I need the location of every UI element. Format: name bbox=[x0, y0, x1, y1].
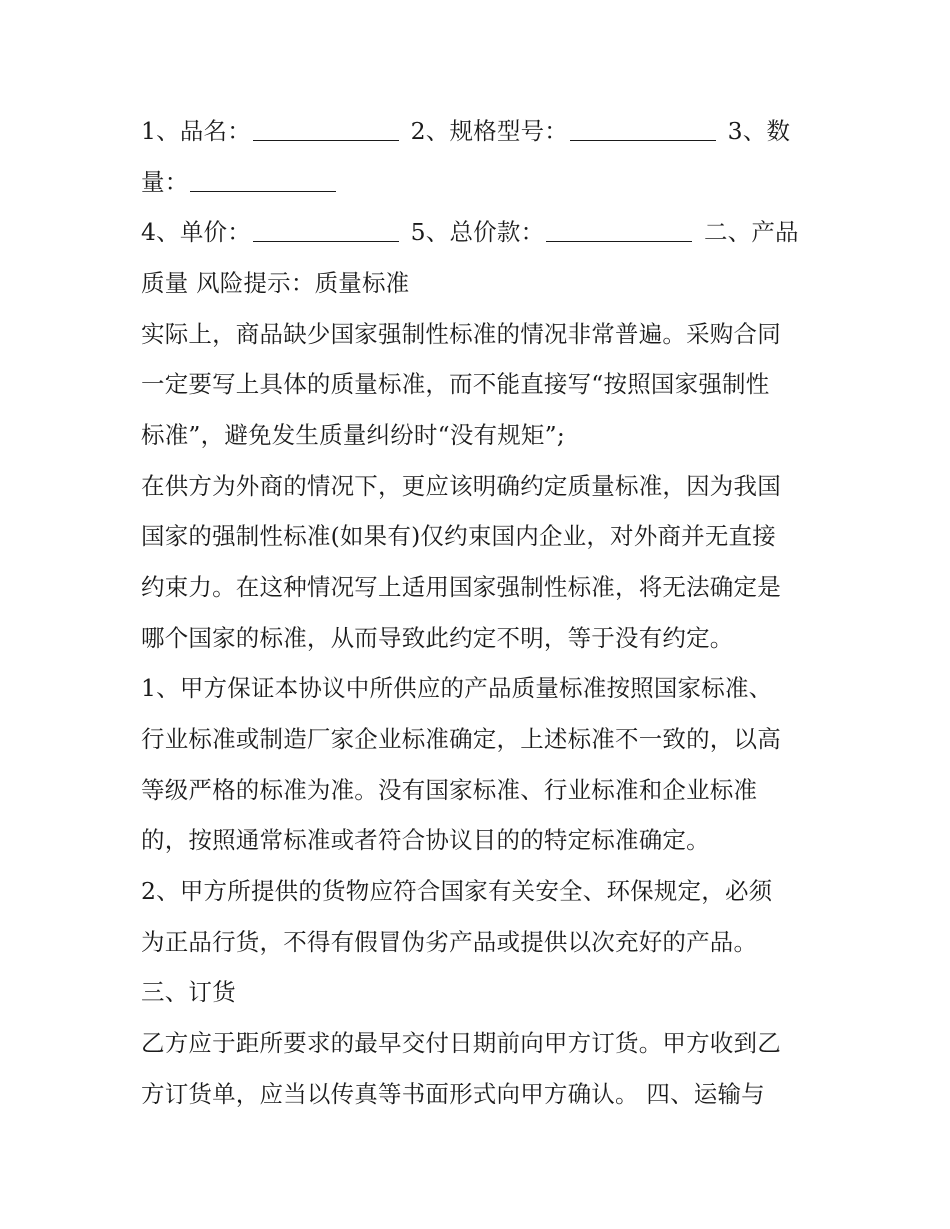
paragraph-line: 在供方为外商的情况下，更应该明确约定质量标准，因为我国 bbox=[141, 472, 781, 500]
clause-line: 的，按照通常标准或者符合协议目的的特定标准确定。 bbox=[141, 826, 710, 854]
paragraph-line: 实际上，商品缺少国家强制性标准的情况非常普遍。采购合同 bbox=[141, 320, 781, 348]
paragraph-line: 哪个国家的标准，从而导致此约定不明，等于没有约定。 bbox=[141, 624, 734, 652]
quantity-blank[interactable] bbox=[190, 169, 336, 192]
unit-price-label: 4、单价： bbox=[141, 218, 251, 246]
clause-line: 2、甲方所提供的货物应符合国家有关安全、环保规定，必须 bbox=[141, 877, 773, 905]
clause-line: 为正品行货，不得有假冒伪劣产品或提供以次充好的产品。 bbox=[141, 928, 758, 956]
total-price-blank[interactable] bbox=[546, 219, 692, 242]
paragraph-line: 乙方应于距所要求的最早交付日期前向甲方订货。甲方收到乙 bbox=[141, 1029, 781, 1057]
spec-model-blank[interactable] bbox=[570, 118, 716, 141]
section-three-heading: 三、订货 bbox=[141, 978, 236, 1006]
product-name-label: 1、品名： bbox=[141, 117, 251, 145]
paragraph-line: 方订货单，应当以传真等书面形式向甲方确认。 四、运输与 bbox=[141, 1080, 765, 1108]
total-price-label: 5、总价款： bbox=[402, 218, 545, 246]
spec-model-label: 2、规格型号： bbox=[402, 117, 568, 145]
section-two-heading-start: 二、产品 bbox=[696, 218, 799, 246]
clause-line: 行业标准或制造厂家企业标准确定，上述标准不一致的，以高 bbox=[141, 725, 781, 753]
paragraph-line: 标准”，避免发生质量纠纷时“没有规矩”; bbox=[141, 421, 565, 449]
field-line-quantity bbox=[141, 167, 821, 197]
section-two-heading: 质量 风险提示：质量标准 bbox=[141, 269, 410, 297]
paragraph-line: 国家的强制性标准(如果有)仅约束国内企业，对外商并无直接 bbox=[141, 522, 776, 550]
field-line-product-spec-quantity bbox=[141, 116, 821, 146]
paragraph-line: 一定要写上具体的质量标准，而不能直接写“按照国家强制性 bbox=[141, 370, 770, 398]
field-line-price bbox=[141, 217, 821, 247]
clause-line: 1、甲方保证本协议中所供应的产品质量标准按照国家标准、 bbox=[141, 674, 773, 702]
quantity-label-end: 量： bbox=[141, 168, 189, 196]
paragraph-line: 约束力。在这种情况写上适用国家强制性标准，将无法确定是 bbox=[141, 573, 781, 601]
unit-price-blank[interactable] bbox=[253, 219, 399, 242]
quantity-label-start: 3、数 bbox=[719, 117, 791, 145]
product-name-blank[interactable] bbox=[253, 118, 399, 141]
clause-line: 等级严格的标准为准。没有国家标准、行业标准和企业标准 bbox=[141, 776, 758, 804]
